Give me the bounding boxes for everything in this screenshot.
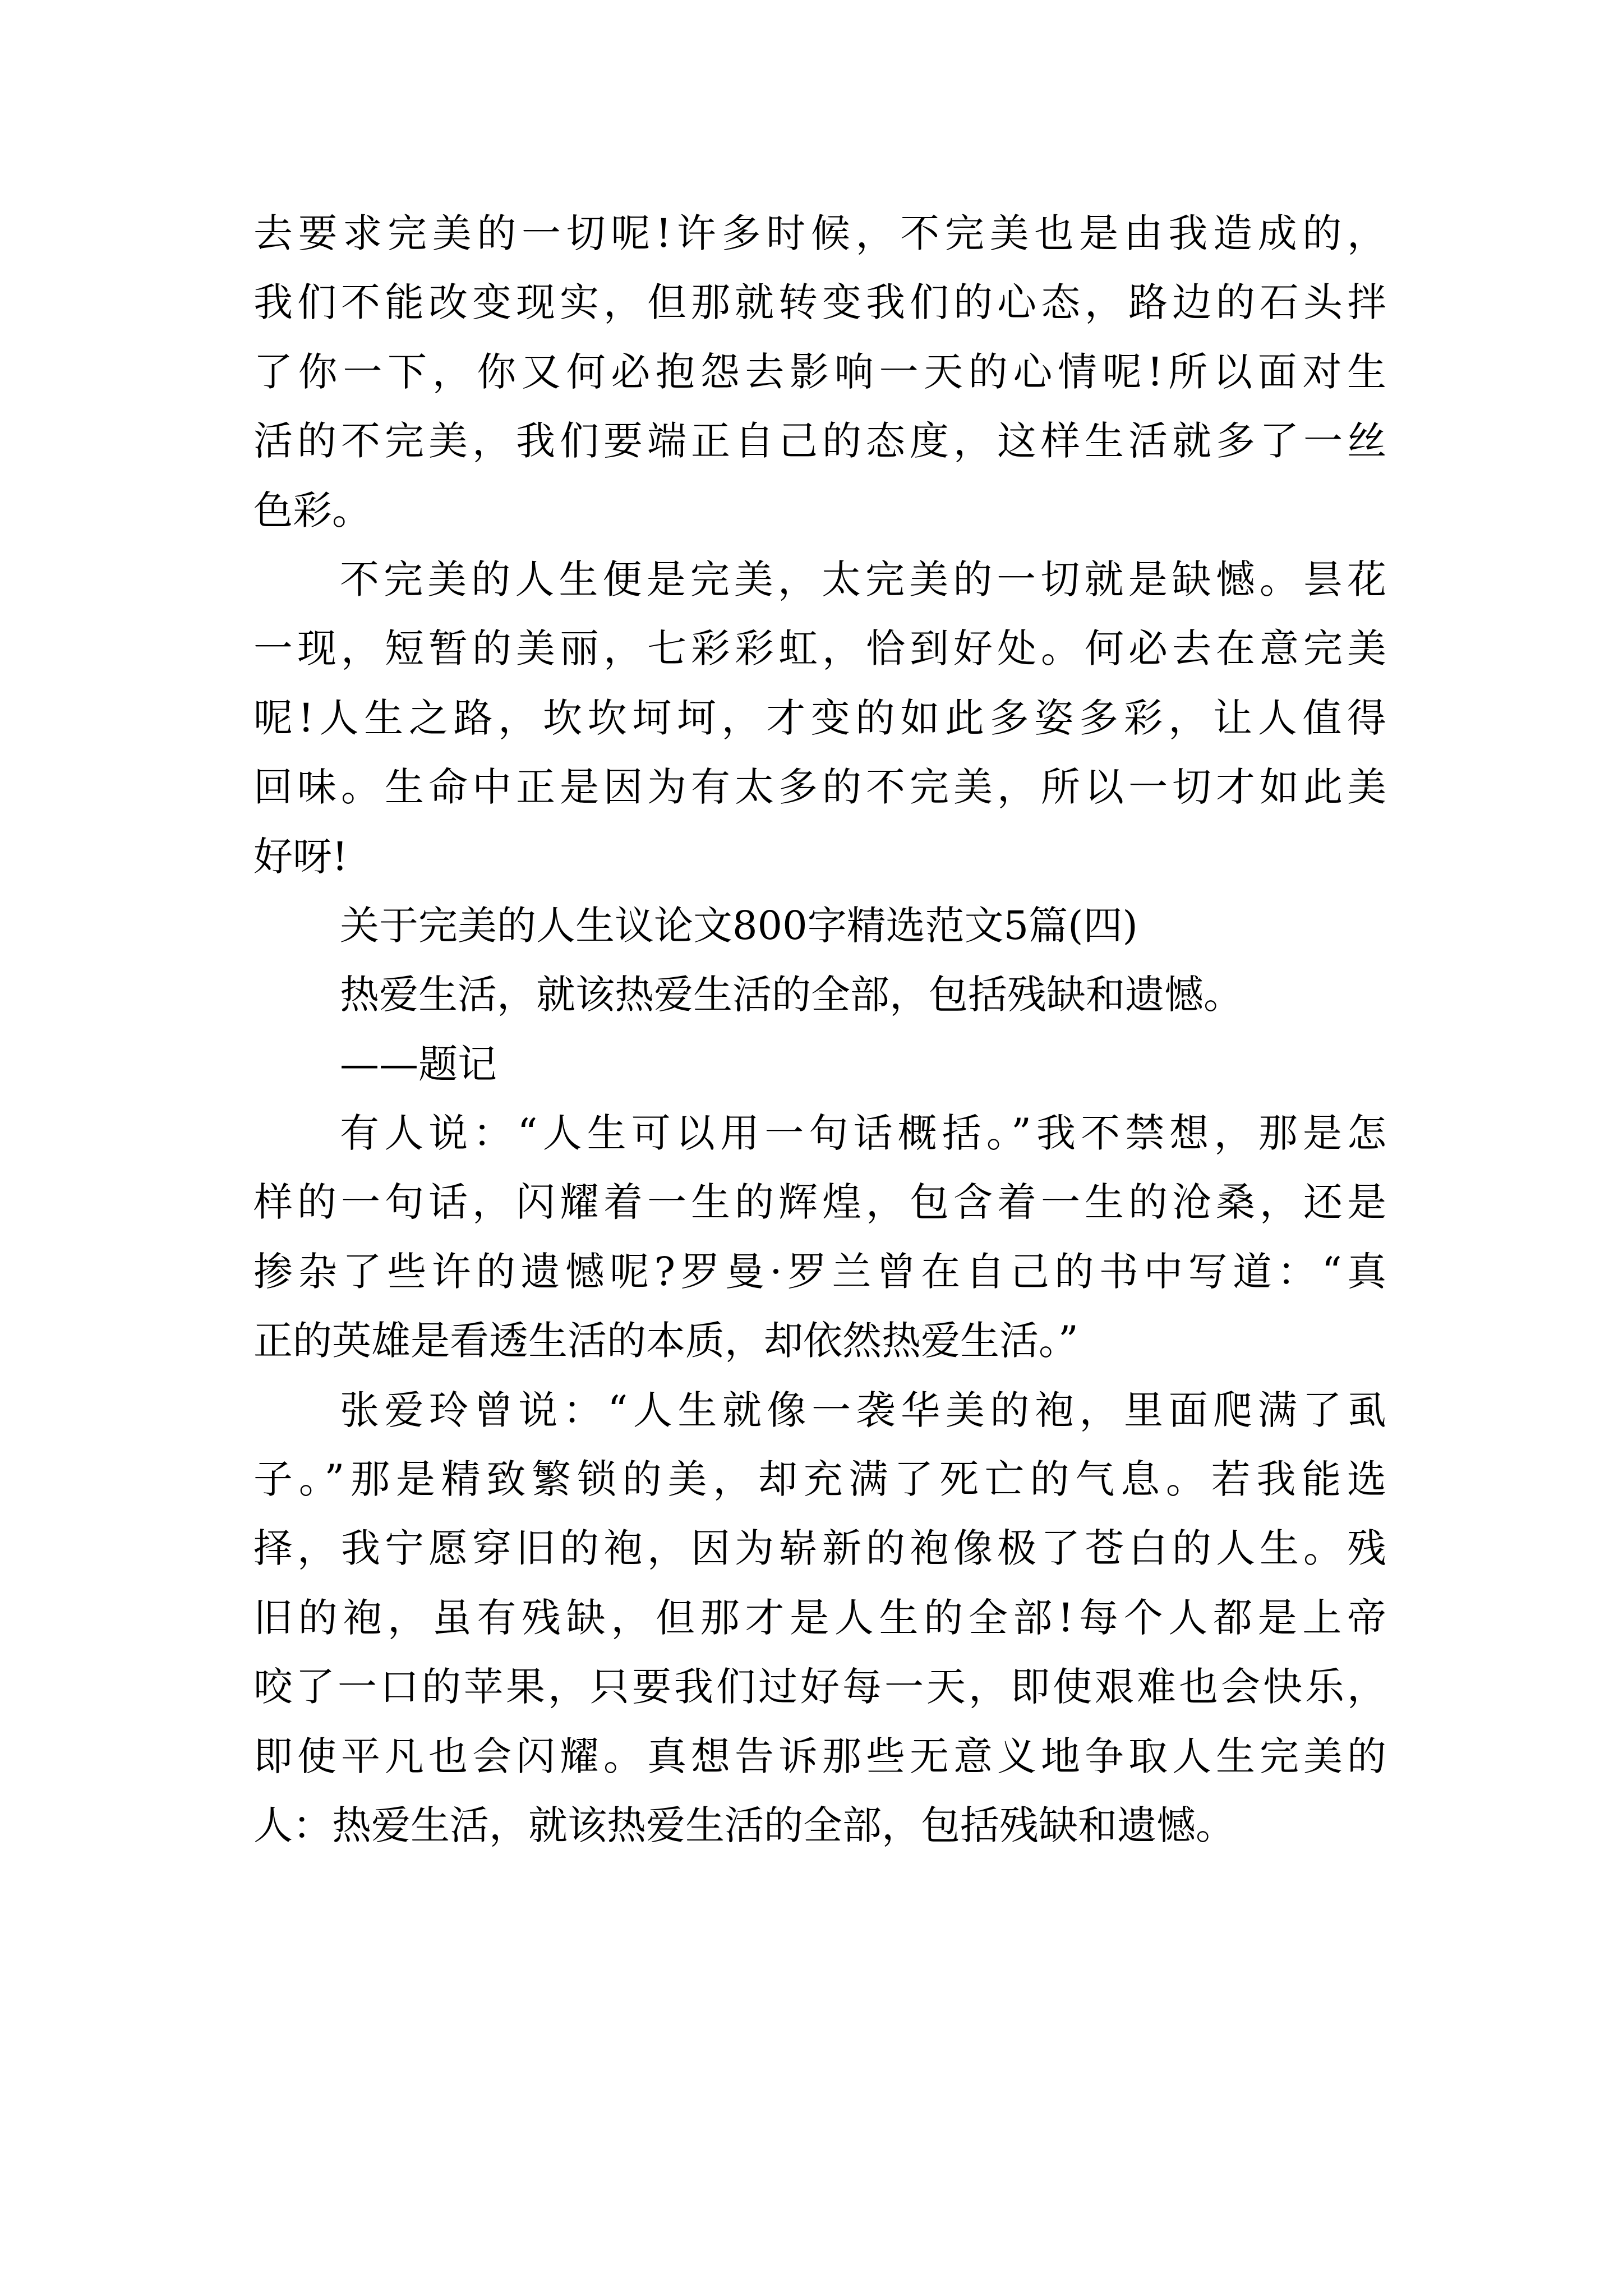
- text-line: 样的一句话，闪耀着一生的辉煌，包含着一生的沧桑，还是: [253, 1179, 1386, 1226]
- text-line: 热爱生活，就该热爱生活的全部，包括残缺和遗憾。: [340, 972, 1243, 1018]
- text-line: 关于完美的人生议论文800字精选范文5篇(四): [340, 902, 1138, 949]
- text-line: 活的不完美，我们要端正自己的态度，这样生活就多了一丝: [253, 418, 1386, 464]
- text-line: 正的英雄是看透生活的本质，却依然热爱生活。”: [253, 1318, 1078, 1364]
- text-line: 了你一下，你又何必抱怨去影响一天的心情呢!所以面对生: [253, 348, 1386, 395]
- text-line: 子。”那是精致繁锁的美，却充满了死亡的气息。若我能选: [253, 1456, 1386, 1503]
- text-line: 有人说：“人生可以用一句话概括。”我不禁想，那是怎: [340, 1110, 1386, 1157]
- text-line: 呢!人生之路，坎坎坷坷，才变的如此多姿多彩，让人值得: [253, 694, 1386, 741]
- text-line: 旧的袍，虽有残缺，但那才是人生的全部!每个人都是上帝: [253, 1594, 1386, 1641]
- text-line: 掺杂了些许的遗憾呢?罗曼·罗兰曾在自己的书中写道：“真: [253, 1248, 1386, 1295]
- text-line: 即使平凡也会闪耀。真想告诉那些无意义地争取人生完美的: [253, 1733, 1386, 1779]
- document-body: [253, 199, 1386, 1860]
- text-line: 不完美的人生便是完美，太完美的一切就是缺憾。昙花: [340, 556, 1386, 602]
- text-line: 色彩。: [253, 487, 371, 533]
- text-line: 回味。生命中正是因为有太多的不完美，所以一切才如此美: [253, 764, 1386, 811]
- text-line: 择，我宁愿穿旧的袍，因为崭新的袍像极了苍白的人生。残: [253, 1525, 1386, 1572]
- text-line: ——题记: [340, 1041, 497, 1087]
- text-line: 张爱玲曾说：“人生就像一袭华美的袍，里面爬满了虱: [340, 1387, 1386, 1433]
- text-line: 一现，短暂的美丽，七彩彩虹，恰到好处。何必去在意完美: [253, 625, 1386, 672]
- text-line: 咬了一口的苹果，只要我们过好每一天，即使艰难也会快乐，: [253, 1664, 1386, 1710]
- text-line: 好呀!: [253, 833, 348, 880]
- text-line: 去要求完美的一切呢!许多时候，不完美也是由我造成的，: [253, 210, 1386, 256]
- text-line: 人：热爱生活，就该热爱生活的全部，包括残缺和遗憾。: [253, 1802, 1235, 1848]
- text-line: 我们不能改变现实，但那就转变我们的心态，路边的石头拌: [253, 279, 1386, 326]
